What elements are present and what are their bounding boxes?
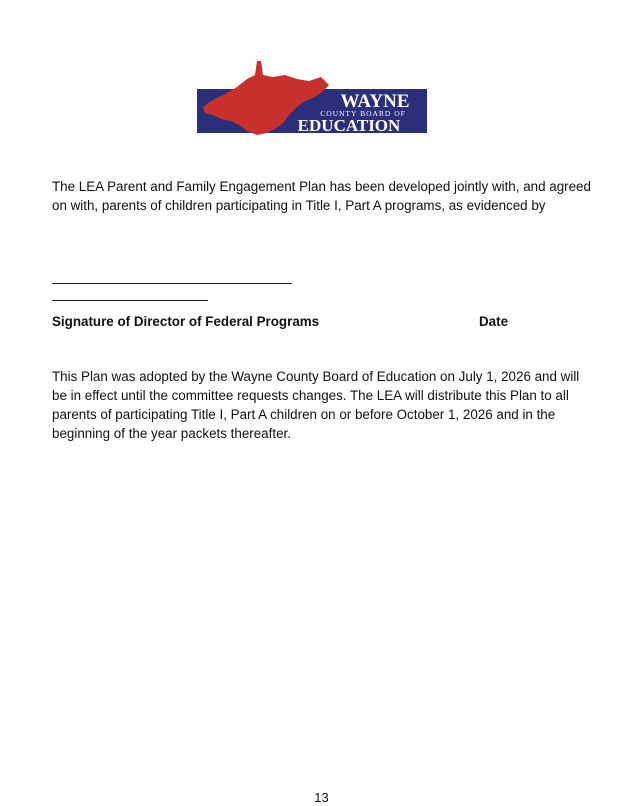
signature-label: Signature of Director of Federal Programs bbox=[52, 314, 320, 329]
date-label: Date bbox=[479, 314, 509, 329]
signature-line bbox=[52, 283, 292, 284]
date-line bbox=[52, 300, 208, 301]
logo-graphic bbox=[197, 57, 427, 135]
logo-wayne-text: WAYNE bbox=[340, 91, 410, 112]
plan-developed-paragraph: The LEA Parent and Family Engagement Plan has been developed jointly with, and agreed on with, parents of children participating in Title I, Part A programs, as evidenced by bbox=[52, 179, 591, 213]
logo-county-board-text: COUNTY BOARD OF bbox=[320, 109, 406, 118]
logo-education-text: EDUCATION bbox=[297, 116, 401, 135]
page-number: 13 bbox=[314, 790, 329, 805]
plan-adopted-paragraph: This Plan was adopted by the Wayne County Board of Education on July 1, 2026 and will be in effect until the committee requests changes. The LEA will distribute this Plan to all parents of participating Title I, Part A children on or before October 1, 2026 and in the beginning of the year packets thereafter. bbox=[52, 369, 580, 441]
wayne-county-board-of-education-logo bbox=[197, 57, 427, 135]
